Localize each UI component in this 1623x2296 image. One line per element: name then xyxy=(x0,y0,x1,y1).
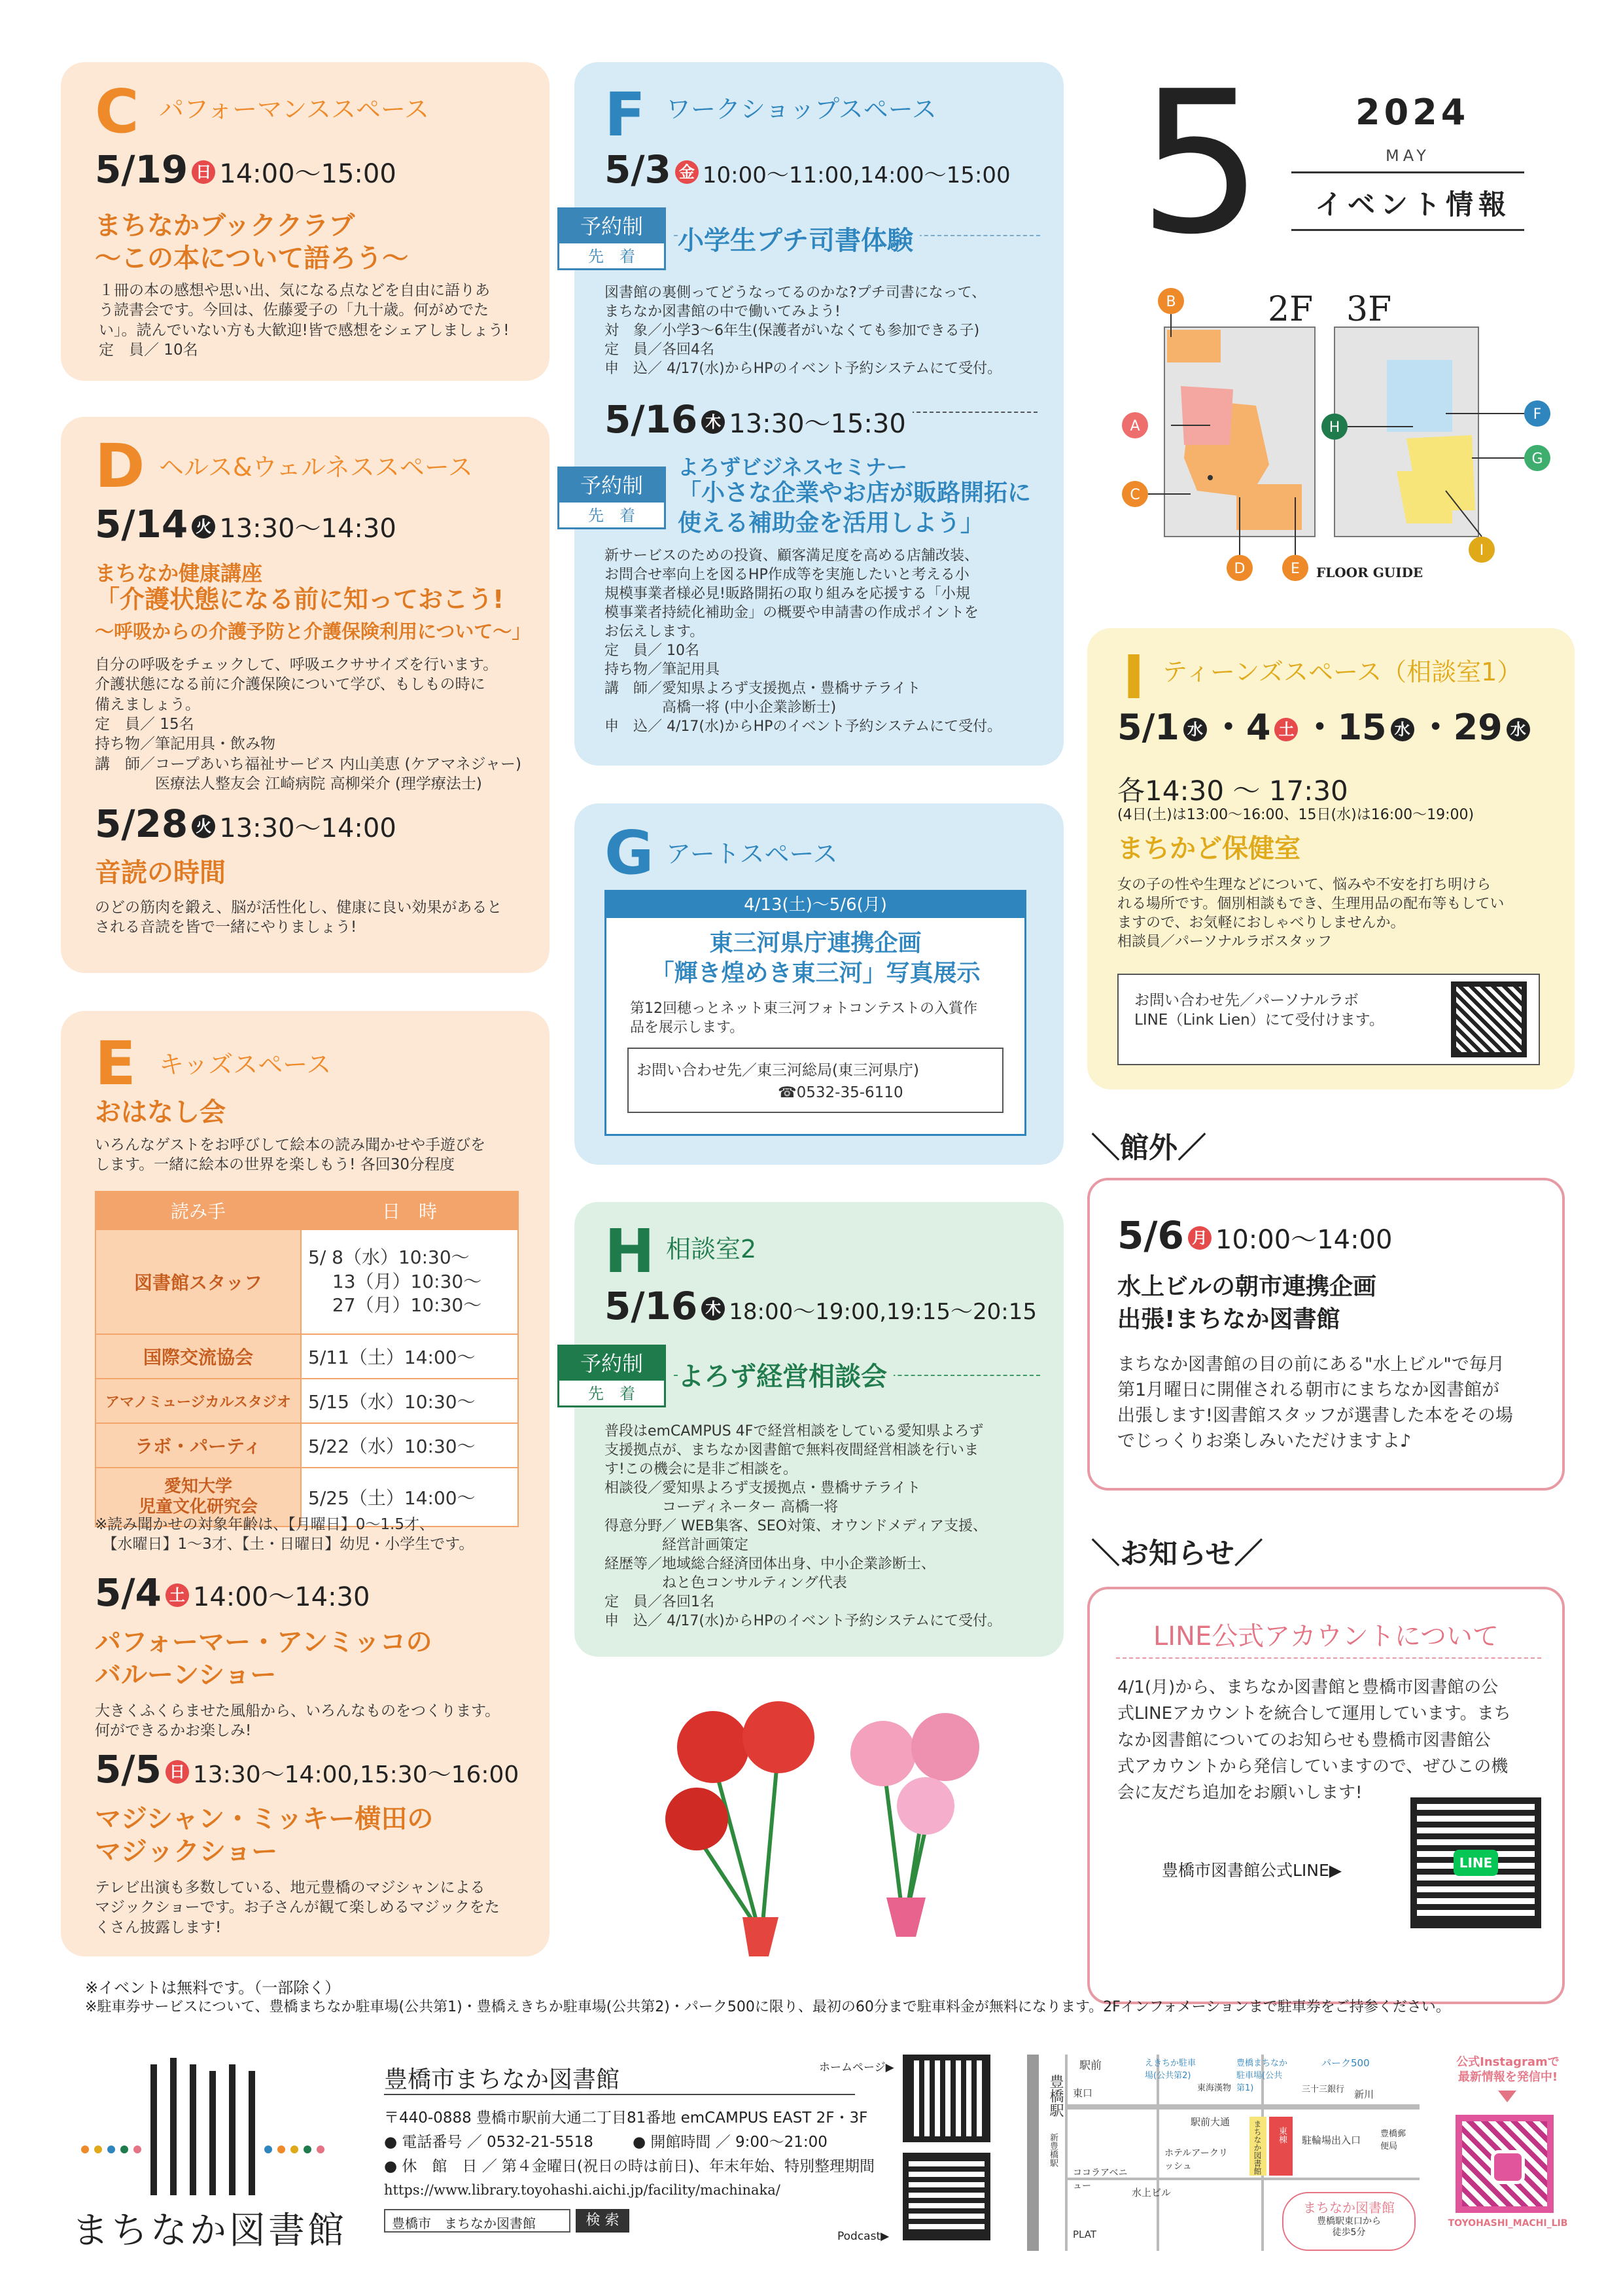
divider xyxy=(1116,1657,1541,1659)
map-badge-sub: 豊橋駅東口から 徒歩5分 xyxy=(1317,2216,1381,2238)
section-e-letter: E xyxy=(95,1029,136,1099)
notice-line-label: 豊橋市図書館公式LINE▶ xyxy=(1162,1861,1342,1880)
e-dow-2: 土 xyxy=(166,1583,189,1607)
library-tel: ● 電話番号 ／ 0532-21-5518 xyxy=(384,2134,593,2151)
section-i xyxy=(1087,628,1575,1089)
exhibit-box xyxy=(604,890,1026,1136)
library-address: 〒440-0888 豊橋市駅前大通二丁目81番地 emCAMPUS EAST 2F・3F xyxy=(384,2110,868,2127)
f-time-2: 13:30～15:30 xyxy=(729,409,906,439)
section-e-note: ※読み聞かせの対象年齢は、【月曜日】0～1.5才、 【水曜日】1～3才、【土・日曜日】幼児・小学生です。 xyxy=(95,1516,474,1553)
notice-card xyxy=(1087,1587,1565,2004)
library-url[interactable]: https://www.library.toyohashi.aichi.jp/facility/machinaka/ xyxy=(384,2182,780,2198)
map-label-plat: PLAT xyxy=(1073,2229,1097,2240)
footnote-free: ※イベントは無料です。（一部除く） xyxy=(85,1979,341,1997)
i-date-3: ・15 xyxy=(1302,707,1387,748)
map-label-mizuue: 水上ビル xyxy=(1132,2187,1172,2199)
table-row xyxy=(96,1334,518,1379)
h-date: 5/16 xyxy=(604,1284,698,1328)
e-date-2: 5/4 xyxy=(95,1570,162,1615)
library-logo xyxy=(72,2051,347,2252)
floor-guide xyxy=(1106,275,1577,602)
section-c-event-1: まちなかブッククラブ xyxy=(95,211,355,241)
i-date-2: ・4 xyxy=(1210,707,1271,748)
map-label-cocola: ココラアベニュー xyxy=(1073,2168,1128,2191)
outside-event-2: 出張!まちなか図書館 xyxy=(1117,1306,1340,1333)
svg-text:D: D xyxy=(1234,561,1246,577)
search-button[interactable]: 検 索 xyxy=(576,2209,629,2233)
section-i-time-note: (4日(土)は13:00～16:00、15日(水)は16:00～19:00) xyxy=(1117,807,1475,823)
section-i-event: まちかど保健室 xyxy=(1117,834,1300,864)
map-label-tokai: 東海漢物 xyxy=(1197,2083,1232,2093)
line-qr-label: LINE xyxy=(1454,1850,1498,1876)
area-de xyxy=(1236,484,1302,530)
h-dow: 木 xyxy=(701,1297,725,1320)
e-date-3: 5/5 xyxy=(95,1747,162,1792)
svg-text:I: I xyxy=(1479,542,1484,559)
svg-text:F: F xyxy=(1533,406,1542,423)
f-time-1: 10:00～11:00,14:00～15:00 xyxy=(702,162,1011,188)
year: 2024 xyxy=(1355,92,1470,133)
section-g-title: アートスペース xyxy=(666,839,838,868)
section-e-body-2: 大きくふくらませた風船から、いろんなものをつくります。 何ができるかお楽しみ! xyxy=(95,1703,500,1740)
section-g-event-1: 東三河県庁連携企画 xyxy=(709,930,922,957)
access-map xyxy=(1027,2055,1420,2251)
section-c-letter: C xyxy=(95,77,139,147)
d-dow-1: 火 xyxy=(192,515,215,539)
section-c-event-2: ～この本について語ろう～ xyxy=(95,243,409,274)
homepage-label: ホームページ▶ xyxy=(819,2061,894,2074)
section-d-body-1: 自分の呼吸をチェックして、呼吸エクササイズを行います。 介護状態になる前に介護保険について学び、もしもの時に 備えましょう。 定 員／ 15名 持ち物／筆記用具・飲み物 講 師／コープあいち福祉サービス 内山美恵 (ケアマネジャー) 医療法人整友会 江崎病院 高柳栄介 (理学療法士) xyxy=(95,656,521,793)
i-dow-2: 土 xyxy=(1274,718,1298,741)
svg-text:C: C xyxy=(1130,487,1140,503)
notice-heading: ＼お知らせ／ xyxy=(1091,1537,1263,1570)
library-name: 豊橋市まちなか図書館 xyxy=(384,2066,620,2093)
section-i-time: 各14:30 ～ 17:30 xyxy=(1117,775,1348,807)
instagram-heading: 公式Instagramで 最新情報を発信中! xyxy=(1456,2055,1560,2085)
table-row xyxy=(96,1379,518,1423)
map-label-hotel: ホテルアークリッシュ xyxy=(1164,2148,1228,2172)
logo-text: まちなか図書館 xyxy=(72,2210,347,2252)
homepage-qr-code[interactable] xyxy=(903,2055,990,2142)
outside-dow: 月 xyxy=(1188,1226,1212,1250)
section-e-date-3 xyxy=(95,1747,519,1793)
svg-text:E: E xyxy=(1291,561,1300,577)
map-label-parking-1: 豊橋まちなか駐車場(公共第1) xyxy=(1236,2058,1288,2093)
section-f-title: ワークショップスペース xyxy=(666,95,937,124)
section-f-body-2: 新サービスのための投資、顧客満足度を高める店舗改装、 お問合せ率向上を図るHP作成等を実施したいと考える小 規模事業者様必見!販路開拓の取り組みを応援する「小規 模事業者持続化補助金」の概要や申請書の作成ポイントを お伝えします。 定 員／ 10名 持ち物／筆記用具 講 師／愛知県よろず支援拠点・豊橋サテライト 高橋一将 (中小企業診断士) 申 込／ 4/17(水)からHPのイベント予約システムにて受付。 xyxy=(604,548,1002,735)
outside-time: 10:00～14:00 xyxy=(1215,1225,1393,1255)
f-dow-1: 金 xyxy=(675,160,699,184)
map-label-bike-entrance: 駐輪場出入口 xyxy=(1302,2134,1361,2146)
table-header-row xyxy=(96,1192,518,1229)
section-d-event-1b: ～呼吸からの介護予防と介護保険利用について～」 xyxy=(95,620,531,643)
search-box[interactable] xyxy=(384,2209,570,2233)
outside-event-1: 水上ビルの朝市連携企画 xyxy=(1117,1273,1377,1300)
reader-schedule-table xyxy=(95,1191,519,1527)
section-e-date-2 xyxy=(95,1570,370,1616)
reservation-badge xyxy=(557,467,666,529)
table-cell-reader: アマノミュージカルスタジオ xyxy=(96,1379,301,1423)
area-i xyxy=(1397,471,1452,523)
instagram-qr-code[interactable] xyxy=(1456,2115,1554,2213)
floor-2f-label: 2F xyxy=(1268,290,1314,329)
exhibit-period: 4/13(土)～5/6(月) xyxy=(606,892,1024,918)
map-label-east-bldg: 東棟 xyxy=(1277,2127,1287,2144)
section-h xyxy=(574,1202,1064,1657)
map-badge-title: まちなか図書館 xyxy=(1303,2200,1395,2216)
podcast-label: Podcast▶ xyxy=(837,2230,890,2243)
e-dow-3: 日 xyxy=(166,1760,189,1784)
section-c xyxy=(61,62,550,381)
c-time: 14:00～15:00 xyxy=(219,159,396,189)
table-cell-datetime: 5/ 8（水）10:30～ 13（月）10:30～ 27（月）10:30～ xyxy=(301,1229,518,1334)
instagram-icon xyxy=(1491,2150,1525,2184)
instagram-id: TOYOHASHI_MACHI_LIB xyxy=(1448,2218,1568,2229)
section-h-body: 普段はemCAMPUS 4Fで経営相談をしている愛知県よろず 支援拠点が、まちなか図書館で無料夜間経営相談を行いま す!この機会に是非ご相談を。 相談役／愛知県よろず支援拠点・豊橋サテライト コーディネーター 高橋一将 得意分野／ WEB集客、SEO対策、オウンドメディア支援、 経営計画策定 経歴等／地域総合経済団体出身、中小企業診断士、 ねと色コンサルティング代表 定 員／各回1名 申 込／ 4/17(水)からHPのイベント予約システムにて受付。 xyxy=(604,1423,1002,1630)
logo-mark xyxy=(72,2051,347,2202)
section-f-body-1: 図書館の裏側ってどうなってるのかな?プチ司書になって、 まちなか図書館の中で働いてみよう! 対 象／小学3～6年生(保護者がいなくても参加できる子) 定 員／各回4名 申 込／ 4/17(水)からHPのイベント予約システムにて受付。 xyxy=(604,285,1002,378)
table-row xyxy=(96,1423,518,1468)
e-time-2: 14:00～14:30 xyxy=(192,1582,370,1612)
f-date-1: 5/3 xyxy=(604,147,671,192)
area-b xyxy=(1167,330,1221,362)
floor-3f-label: 3F xyxy=(1346,290,1392,329)
map-label-library: まちなか図書館 xyxy=(1253,2120,1262,2175)
i-date-1: 5/1 xyxy=(1117,707,1179,748)
page-title: イベント情報 xyxy=(1315,188,1512,221)
section-f xyxy=(574,62,1064,766)
contact-label: お問い合わせ先／東三河総局(東三河県庁) xyxy=(637,1062,919,1079)
area-a xyxy=(1181,386,1233,445)
header-rule-bottom xyxy=(1291,229,1524,231)
reservation-label: 予約制 xyxy=(559,468,664,503)
section-i-letter: I xyxy=(1123,643,1145,713)
table-cell-reader: ラボ・パーティ xyxy=(96,1423,301,1468)
section-d-date-2 xyxy=(95,802,396,847)
carnation-svg xyxy=(628,1682,1034,1996)
section-e-body-3: テレビ出演も多数している、地元豊橋のマジシャンによる マジックショーです。お子さんが観て楽しめるマジックをた くさん披露します! xyxy=(95,1879,500,1936)
i-dow-4: 水 xyxy=(1507,718,1530,741)
e-time-3: 13:30～14:00,15:30～16:00 xyxy=(192,1761,519,1788)
svg-text:H: H xyxy=(1329,419,1340,436)
table-cell-datetime: 5/15（水）10:30～ xyxy=(301,1379,518,1423)
line-qr-code[interactable] xyxy=(1410,1797,1541,1928)
d-date-1: 5/14 xyxy=(95,502,188,546)
outside-card xyxy=(1087,1178,1565,1491)
section-d-body-2: のどの筋肉を鍛え、脳が活性化し、健康に良い効果があると される音読を皆で一緒にやりましょう! xyxy=(95,899,502,936)
section-d-event-2: 音読の時間 xyxy=(95,858,226,888)
first-come-label: 先 着 xyxy=(588,506,635,525)
i-date-4: ・29 xyxy=(1418,707,1503,748)
pink-carnation-bouquet xyxy=(850,1713,979,1937)
outside-body: まちなか図書館の目の前にある"水上ビル"で毎月 第1月曜日に開催される朝市にまちなか図書館が 出張します!図書館スタッフが選書した本をその場 でじっくりお楽しみいただけますよ♪ xyxy=(1117,1354,1513,1452)
down-arrow-icon xyxy=(1498,2091,1516,2102)
section-d-sub: まちなか健康講座 xyxy=(95,561,263,586)
section-d-letter: D xyxy=(95,431,145,501)
table-cell-datetime: 5/11（土）14:00～ xyxy=(301,1334,518,1379)
map-label-east-exit: 東口 xyxy=(1073,2087,1093,2099)
map-label-parking-2: えきちか駐車場(公共第2) xyxy=(1145,2058,1196,2081)
i-dow-1: 水 xyxy=(1183,718,1207,741)
map-label-station: 豊橋駅 xyxy=(1047,2074,1064,2117)
first-come-label: 先 着 xyxy=(588,247,635,266)
reservation-label: 予約制 xyxy=(559,209,664,243)
table-row xyxy=(96,1229,518,1334)
section-d xyxy=(61,417,550,973)
section-i-contact-box xyxy=(1117,974,1540,1065)
podcast-qr-code[interactable] xyxy=(903,2153,990,2240)
section-g-letter: G xyxy=(604,818,654,888)
first-come-label: 先 着 xyxy=(588,1385,635,1403)
section-f-event-1: 小学生プチ司書体験 xyxy=(678,224,920,257)
section-e-event-2b: バルーンショー xyxy=(95,1660,277,1690)
section-e-event-3b: マジックショー xyxy=(95,1837,278,1867)
svg-text:A: A xyxy=(1130,418,1140,434)
map-label-post: 豊橋郵便局 xyxy=(1380,2129,1406,2151)
search-term: 豊橋市 まちなか図書館 xyxy=(392,2216,536,2231)
d-time-2: 13:30～14:00 xyxy=(219,813,396,843)
d-time-1: 13:30～14:30 xyxy=(219,514,396,544)
d-dow-2: 火 xyxy=(192,815,215,838)
table-cell-datetime: 5/25（土）14:00～ xyxy=(301,1468,518,1527)
section-e-title: キッズスペース xyxy=(159,1050,332,1079)
section-i-body: 女の子の性や生理などについて、悩みや不安を打ち明けら れる場所です。個別相談もでき、生理用品の配布等もしてい ますので、お気軽におしゃべりしませんか。 相談員／パーソナルラボスタッフ xyxy=(1117,877,1505,951)
notice-body: 4/1(月)から、まちなか図書館と豊橋市図書館の公 式LINEアカウントを統合して運用しています。まち なか図書館についてのお知らせも豊橋市図書館公 式アカウントから発信していますので、ぜひこの機 会に友だち追加をお願いします! xyxy=(1117,1678,1511,1803)
header-rule-top xyxy=(1291,171,1524,173)
area-f xyxy=(1387,360,1452,432)
table-cell-reader: 図書館スタッフ xyxy=(96,1229,301,1334)
section-d-event-1a: 「介護状態になる前に知っておこう! xyxy=(95,585,504,614)
section-g-event-2: 「輝き煌めき東三河」写真展示 xyxy=(650,960,981,987)
svg-text:G: G xyxy=(1531,451,1543,467)
section-f-date-1 xyxy=(604,147,1011,193)
reservation-badge xyxy=(557,1345,666,1407)
contact-box xyxy=(627,1048,1003,1113)
section-i-contact: お問い合わせ先／パーソナルラボ LINE（Link Lien）にて受付けます。 xyxy=(1134,992,1384,1029)
table-cell-datetime: 5/22（水）10:30～ xyxy=(301,1423,518,1468)
f-dow-2: 木 xyxy=(701,410,725,434)
floor-map-svg xyxy=(1106,275,1577,602)
red-carnation-bouquet xyxy=(665,1701,814,1956)
month-number: 5 xyxy=(1138,49,1263,277)
section-c-date xyxy=(95,147,396,193)
section-f-event-2-sub: よろずビジネスセミナー xyxy=(678,455,908,480)
section-d-date-1 xyxy=(95,502,396,548)
contact-tel: ☎0532-35-6110 xyxy=(778,1084,903,1101)
section-g-body: 第12回穂っとネット東三河フォトコンテストの入賞作 品を展示します。 xyxy=(630,1000,978,1036)
section-e xyxy=(61,1011,550,1956)
section-i-dates xyxy=(1117,707,1534,749)
h-time: 18:00～19:00,19:15～20:15 xyxy=(729,1299,1038,1325)
map-label-shin-toyohashi: 新豊橋駅 xyxy=(1048,2133,1058,2167)
table-header-datetime: 日 時 xyxy=(301,1192,518,1229)
notice-title: LINE公式アカウントについて xyxy=(1153,1621,1499,1651)
section-h-letter: H xyxy=(604,1216,655,1286)
map-label-bank: 三十三銀行 xyxy=(1302,2085,1345,2094)
section-e-body-1: いろんなゲストをお呼びして絵本の読み聞かせや手遊びを します。一緒に絵本の世界を楽しもう! 各回30分程度 xyxy=(95,1137,486,1174)
divider xyxy=(384,2094,855,2095)
outside-heading: ＼館外／ xyxy=(1091,1131,1206,1165)
section-f-date-2 xyxy=(604,397,913,443)
section-h-date xyxy=(604,1284,1037,1330)
map-label-ekimae-dori: 駅前大通 xyxy=(1191,2116,1230,2128)
section-f-event-2b: 使える補助金を活用しよう」 xyxy=(678,510,985,537)
library-closed: ● 休 館 日 ／ 第４金曜日(祝日の時は前日)、年末年始、特別整理期間 xyxy=(384,2158,875,2175)
section-e-event-3a: マジシャン・ミッキー横田の xyxy=(95,1804,434,1834)
reservation-label: 予約制 xyxy=(559,1347,664,1381)
carnation-illustration xyxy=(628,1682,1034,1996)
section-g xyxy=(574,804,1064,1165)
section-c-title: パフォーマンススペース xyxy=(159,95,430,124)
section-h-title: 相談室2 xyxy=(666,1235,757,1263)
section-h-event: よろず経営相談会 xyxy=(678,1360,894,1393)
table-header-reader: 読み手 xyxy=(96,1192,301,1229)
section-c-body: １冊の本の感想や思い出、気になる点などを自由に語りあ う読書会です。今回は、佐藤愛子の「九十歳。何がめでた い」。読んでいない方も大歓迎!皆で感想をシェアしましょう! 定 員／ 10名 xyxy=(99,282,510,359)
table-cell-reader: 国際交流協会 xyxy=(96,1334,301,1379)
outside-date xyxy=(1117,1213,1392,1259)
section-i-title: ティーンズスペース（相談室1） xyxy=(1162,658,1522,686)
library-hours: ● 開館時間 ／ 9:00～21:00 xyxy=(633,2134,828,2151)
section-f-letter: F xyxy=(604,80,646,150)
footnote-parking: ※駐車券サービスについて、豊橋まちなか駐車場(公共第1)・豊橋えきちか駐車場(公共第2)・パーク500に限り、最初の60分まで駐車料金が無料になります。2Fインフォメーションまで駐車券をご持参ください。 xyxy=(85,1999,1450,2015)
table-cell-reader: 愛知大学 児童文化研究会 xyxy=(96,1468,301,1527)
outside-date-value: 5/6 xyxy=(1117,1213,1184,1258)
floor-guide-label: FLOOR GUIDE xyxy=(1316,565,1423,580)
map-label-park500: パーク500 xyxy=(1321,2057,1370,2069)
map-label-ekimae: 駅前 xyxy=(1079,2059,1102,2072)
month-english: MAY xyxy=(1386,147,1430,165)
svg-text:B: B xyxy=(1166,294,1176,310)
f-date-2: 5/16 xyxy=(604,397,698,442)
c-dow-badge: 日 xyxy=(192,160,215,184)
section-e-event-1: おはなし会 xyxy=(95,1097,226,1127)
c-date: 5/19 xyxy=(95,147,188,192)
map-badge xyxy=(1282,2192,1416,2251)
reservation-badge xyxy=(557,207,666,270)
i-dow-3: 水 xyxy=(1391,718,1414,741)
section-d-title: ヘルス&ウェルネススペース xyxy=(159,453,473,482)
map-label-shinkawa: 新川 xyxy=(1354,2089,1374,2100)
section-e-event-2a: パフォーマー・アンミッコの xyxy=(95,1627,432,1657)
section-f-event-2a: 「小さな企業やお店が販路開拓に xyxy=(678,480,1032,506)
d-date-2: 5/28 xyxy=(95,802,188,846)
qr-code[interactable] xyxy=(1451,981,1527,1057)
